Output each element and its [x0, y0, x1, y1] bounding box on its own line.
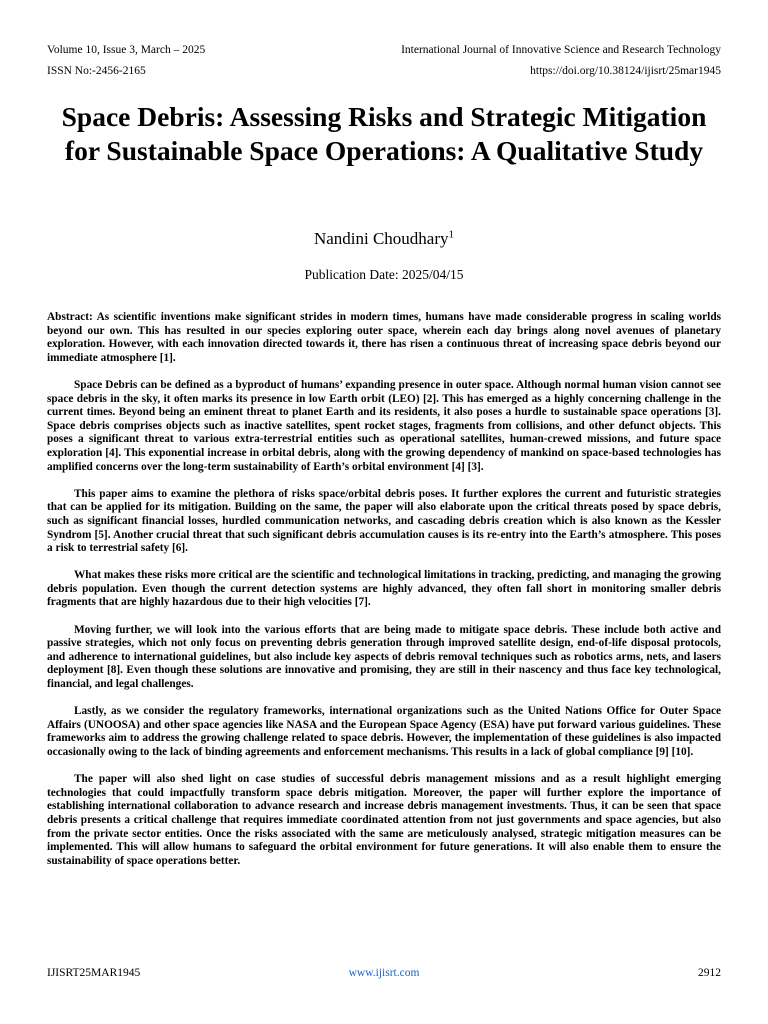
paper-title: Space Debris: Assessing Risks and Strategic Mitigation for Sustainable Space Operations: A Qualitative Study: [61, 101, 707, 166]
paragraph: The paper will also shed light on case studies of successful debris management missions and as a result highlight emerging technologies that could impactfully transform space debris mitigation. Moreover, the paper will further explore the importance of establishing international collaboration to advance research and increase debris management investments. Thus, it can be seen that space debris presents a critical challenge that requires immediate coordinated attention from not just governments and space agencies, but also from the private sector entities. Once the risks associated with the same are meticulously analysed, strategic mitigation measures can be implemented. This will allow humans to safeguard the orbital environment for future generations. It will also enable them to ensure the sustainability of space operations better.: [47, 773, 721, 867]
author-affiliation-marker: 1: [448, 228, 455, 241]
paragraph: Space Debris can be defined as a byproduct of humans’ expanding presence in outer space. Although normal human vision cannot see space debris in the sky, it often marks its presence in low Earth orbit (LEO) [2]. This has emerged as a highly concerning challenge in the current times. Beyond being an eminent threat to planet Earth and its residents, it also poses a hurdle to sustainable space operations [3]. Space debris comprises objects such as inactive satellites, spent rocket stages, fragments from collisions, and other defunct objects. This poses a significant threat to various extra-terrestrial entities such as operational satellites, human-crewed missions, and future space exploration [4]. This exponential increase in orbital debris, along with the growing dependency of mankind on space-based technologies has amplified concerns over the long-term sustainability of Earth’s orbital environment [4] [3].: [47, 378, 721, 473]
journal-name: International Journal of Innovative Science and Research Technology: [401, 44, 721, 56]
website-link[interactable]: www.ijisrt.com: [348, 967, 420, 979]
page-number: 2912: [698, 967, 721, 979]
paragraph: This paper aims to examine the plethora of risks space/orbital debris poses. It further explores the current and futuristic strategies that can be applied for its mitigation. Building on the same, the paper will also elaborate upon the critical threats posed by space debris, such as significant financial losses, hurdled communication networks, and cascading debris creation which is also known as the Kessler Syndrom [5]. Another crucial threat that such significant debris accumulation causes is its re-entry into the Earth’s atmosphere. This poses a risk to terrestrial safety [6].: [47, 487, 721, 555]
abstract-label: Abstract:: [47, 311, 93, 323]
paper-body: [47, 311, 721, 882]
issn: ISSN No:-2456-2165: [47, 65, 146, 77]
abstract: [47, 311, 721, 365]
paragraph: What makes these risks more critical are the scientific and technological limitations in tracking, predicting, and managing the growing debris population. Even though the current detection systems are highly advanced, they often fall short in monitoring smaller debris fragments that are highly hazardous due to their high velocities [7].: [47, 569, 721, 609]
author: [0, 228, 768, 250]
volume-issue: Volume 10, Issue 3, March – 2025: [47, 44, 206, 56]
doi-link[interactable]: https://doi.org/10.38124/ijisrt/25mar1945: [530, 65, 721, 77]
paper-id: IJISRT25MAR1945: [47, 967, 141, 979]
publication-date: Publication Date: 2025/04/15: [304, 267, 464, 282]
abstract-text: As scientific inventions make significant strides in modern times, humans have made considerable progress in scaling worlds beyond our own. This has resulted in our species exploring outer space, wherein each day brings along novel avenues of planetary exploration. However, with each innovation directed towards it, there has risen a continuous threat of increasing space debris beyond our immediate atmosphere [1].: [47, 311, 721, 364]
paragraph: Lastly, as we consider the regulatory frameworks, international organizations such as the United Nations Office for Outer Space Affairs (UNOOSA) and other space agencies like NASA and the European Space Agency (ESA) have put forward various guidelines. These frameworks aim to address the growing challenge related to space debris. However, the implementation of these guidelines is also impacted occasionally owing to the lack of binding agreements and enforcement mechanisms. This results in a lack of global compliance [9] [10].: [47, 705, 721, 758]
paragraph: Moving further, we will look into the various efforts that are being made to mitigate space debris. These include both active and passive strategies, which not only focus on preventing debris generation through improved satellite design, end-of-life disposal protocols, and adherence to international guidelines, but also include key aspects of debris removal techniques such as robotics arms, nets, and lasers deployment [8]. Even though these solutions are innovative and promising, they are still in their nascency and thus face key technological, financial, and legal challenges.: [47, 623, 721, 691]
author-name: Nandini Choudhary: [313, 229, 449, 248]
